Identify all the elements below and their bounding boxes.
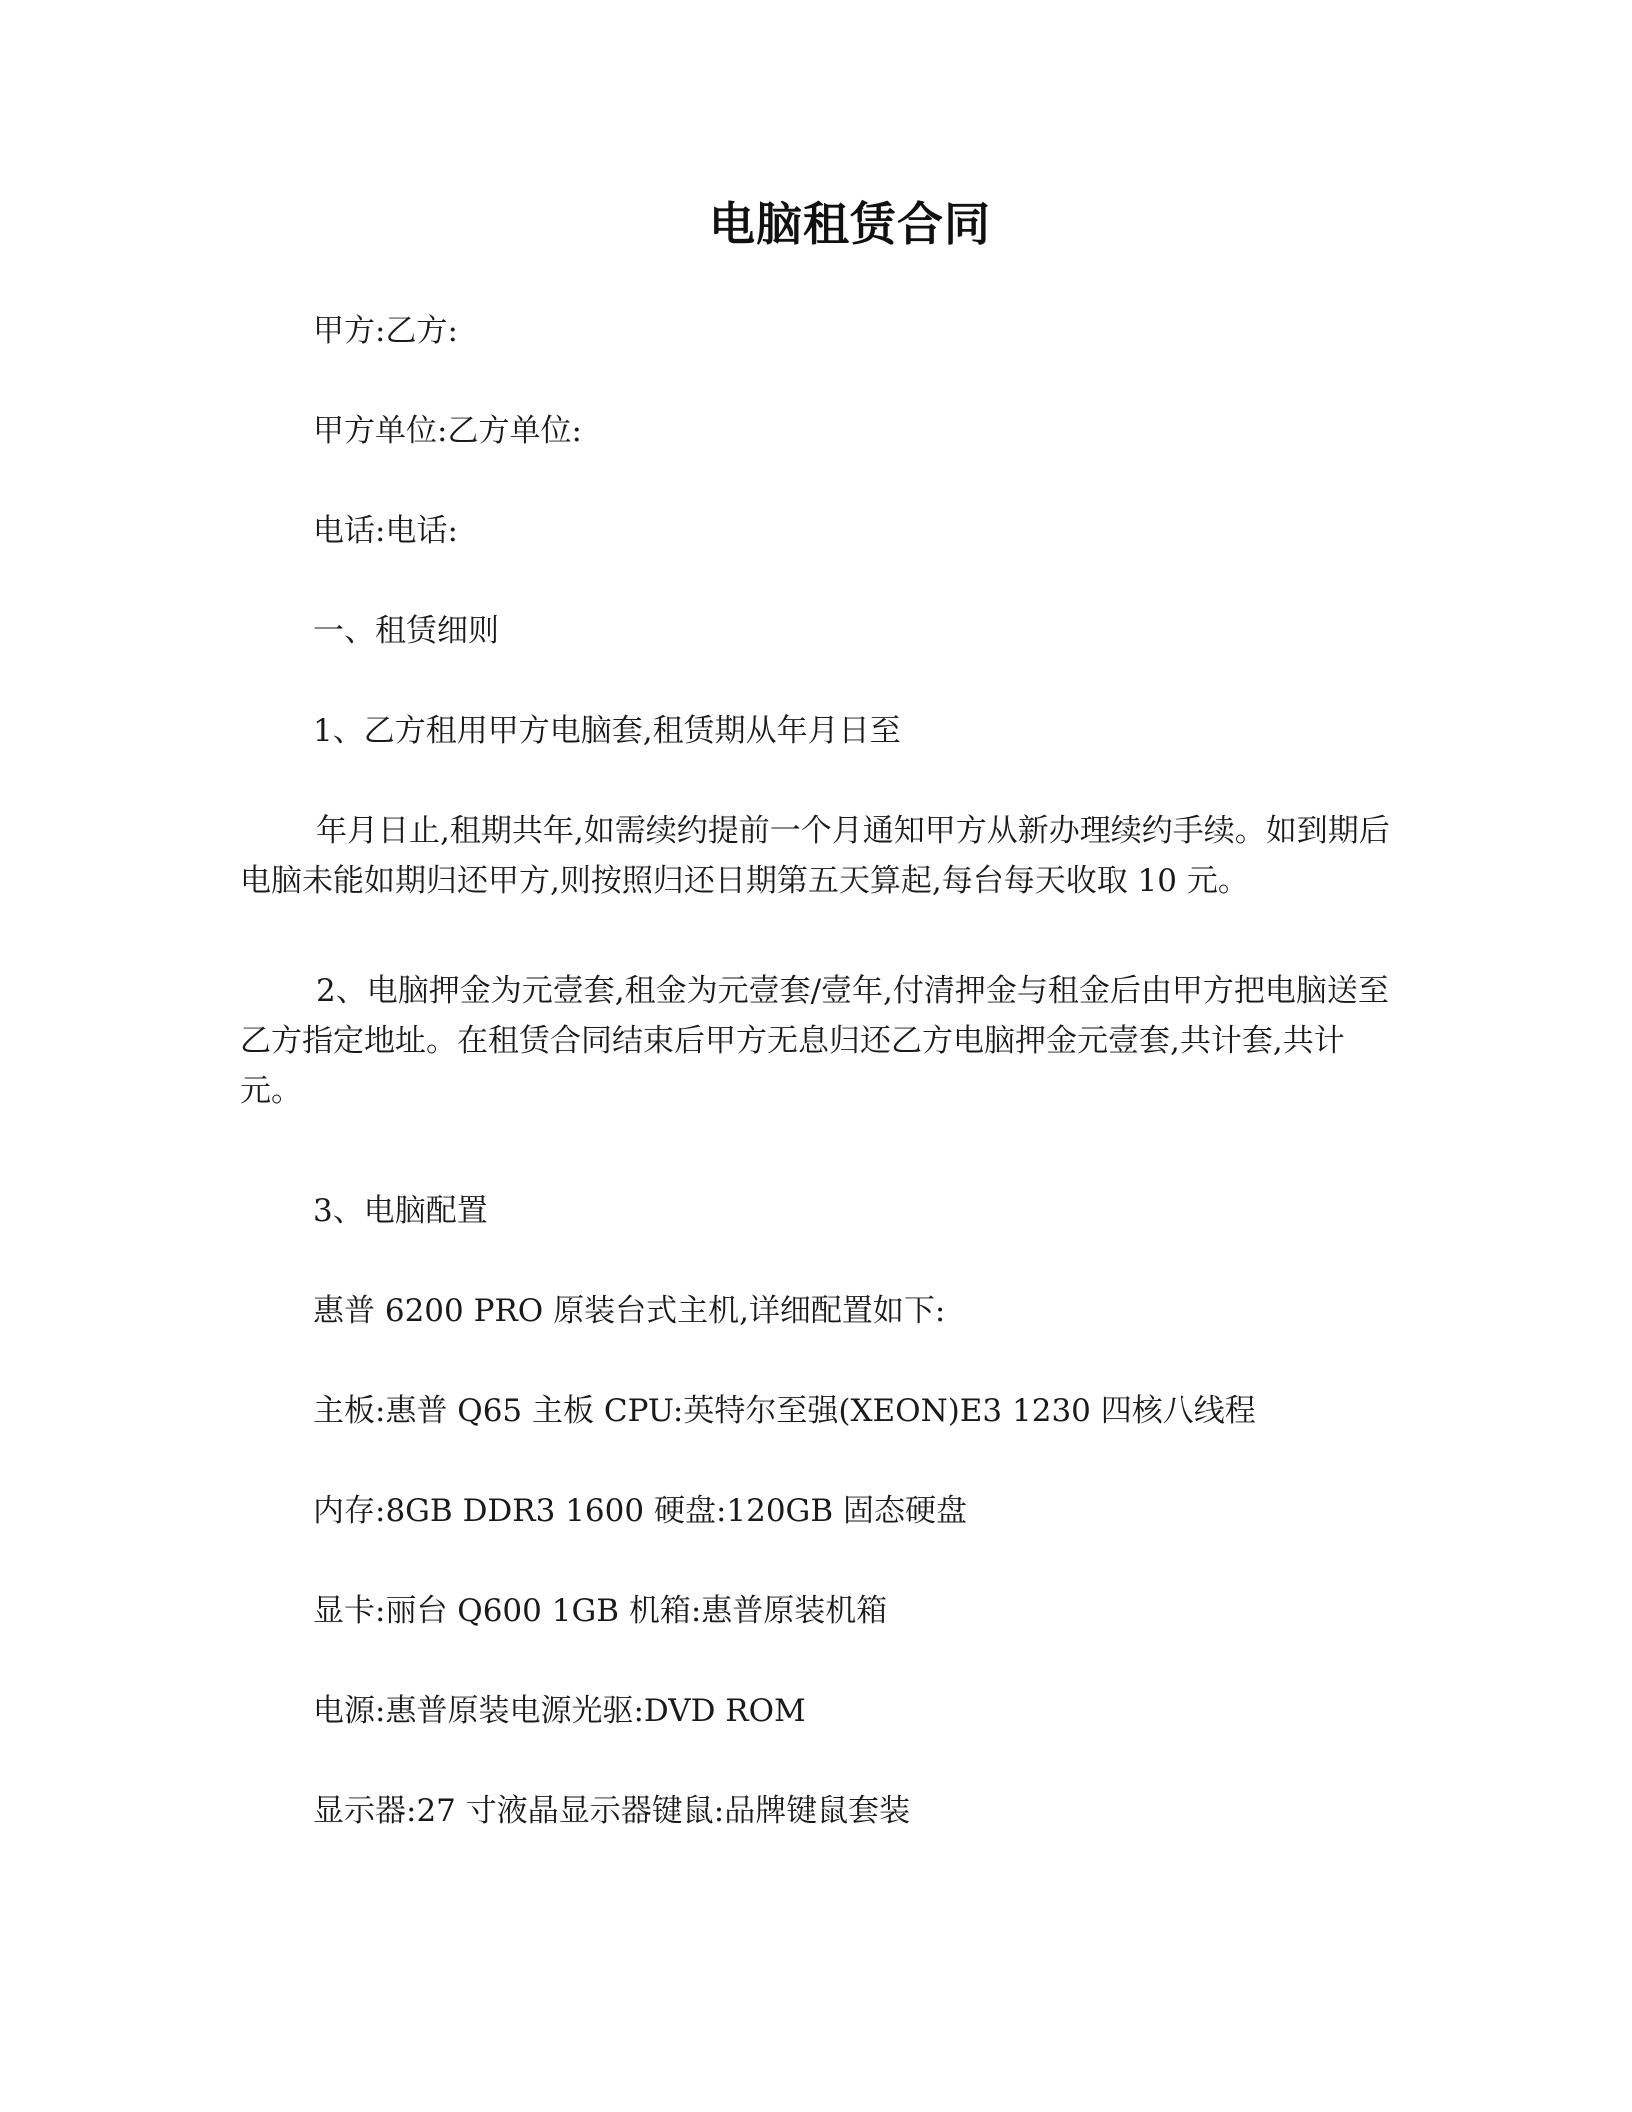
config-intro: 惠普 6200 PRO 原装台式主机,详细配置如下: [313, 1293, 946, 1329]
units-line: 甲方单位:乙方单位: [313, 413, 582, 449]
clause-1-heading: 1、乙方租用甲方电脑套,租赁期从年月日至 [313, 713, 901, 749]
config-board-cpu: 主板:惠普 Q65 主板 CPU:英特尔至强(XEON)E3 1230 四核八线程 [313, 1393, 1256, 1429]
clause-3-heading: 3、电脑配置 [313, 1193, 488, 1229]
config-power-drive: 电源:惠普原装电源光驱:DVD ROM [313, 1693, 806, 1729]
config-memory-disk: 内存:8GB DDR3 1600 硬盘:120GB 固态硬盘 [313, 1493, 967, 1529]
phones-line: 电话:电话: [313, 513, 458, 549]
clause-1-body: 年月日止,租期共年,如需续约提前一个月通知甲方从新办理续约手续。如到期后电脑未能如期归还甲方,则按照归还日期第五天算起,每台每天收取 10 元。 [240, 813, 1390, 899]
clause-2-body: 2、电脑押金为元壹套,租金为元壹套/壹年,付清押金与租金后由甲方把电脑送至乙方指定地址。在租赁合同结束后甲方无息归还乙方电脑押金元壹套,共计套,共计元。 [240, 973, 1389, 1109]
section-heading-lease-rules: 一、租赁细则 [313, 613, 499, 649]
document-title: 电脑租赁合同 [709, 197, 991, 251]
parties-line: 甲方:乙方: [313, 313, 458, 349]
config-gpu-case: 显卡:丽台 Q600 1GB 机箱:惠普原装机箱 [313, 1593, 888, 1629]
config-monitor-keyboard: 显示器:27 寸液晶显示器键鼠:品牌键鼠套装 [313, 1793, 911, 1829]
